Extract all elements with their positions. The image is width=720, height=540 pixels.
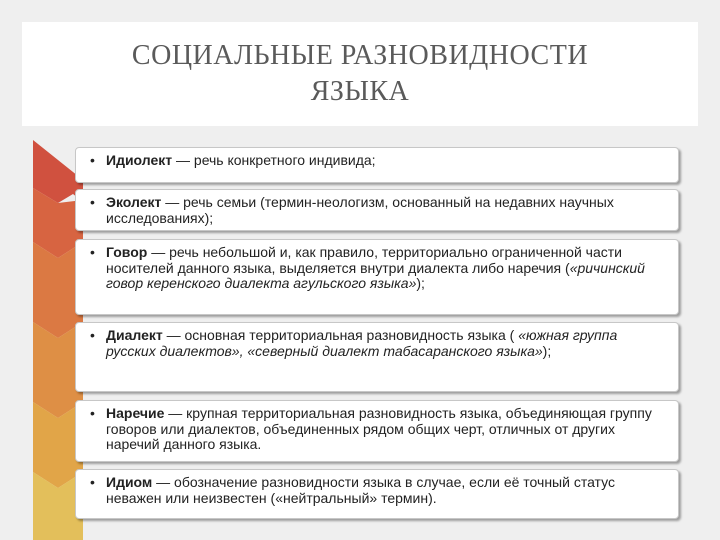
list-item-idiolect [75, 147, 679, 183]
list-item-govor [75, 239, 679, 315]
bullet-icon: • [90, 194, 95, 210]
definition: — основная территориальная разновидность языка ( [162, 327, 519, 343]
title-panel [22, 22, 698, 126]
definition: — речь семьи (термин-неологизм, основанный на недавних научных исследованиях); [106, 194, 614, 226]
definition: — обозначение разновидности языка в случае, если её точный статус неважен или неизвестен («нейтральный» термин). [106, 474, 615, 506]
list-item-dialect [75, 322, 679, 392]
example: «ричинский говор керенского диалекта агульского языка» [106, 259, 645, 291]
title-line-1: СОЦИАЛЬНЫЕ РАЗНОВИДНОСТИ [131, 40, 589, 71]
bullet-icon: • [90, 327, 95, 343]
slide-title [22, 38, 698, 110]
term: Диалект [106, 327, 163, 343]
list-item-ecolect [75, 189, 679, 231]
term: Идиолект [106, 152, 173, 168]
definition: — речь конкретного индивида; [172, 152, 376, 168]
definition-tail: ); [416, 275, 425, 291]
example: «южная группа русских диалектов», «северный диалект табасаранского языка» [106, 327, 618, 359]
term: Эколект [106, 194, 162, 210]
bullet-icon: • [90, 152, 95, 168]
bullet-icon: • [90, 474, 95, 490]
term: Говор [106, 244, 148, 260]
list-item-narechie [75, 400, 679, 462]
term: Наречие [106, 405, 165, 421]
term: Идиом [106, 474, 153, 490]
definition-tail: ); [542, 342, 552, 359]
bullet-icon: • [90, 244, 95, 260]
list-item-idiom [75, 469, 679, 519]
bullet-icon: • [90, 405, 95, 421]
definition: — крупная территориальная разновидность языка, объединяющая группу говоров или диалектов, объединенных рядом общих черт, отличных от других наречий данного языка. [106, 405, 652, 452]
definition: — речь небольшой и, как правило, территориально ограниченной части носителей данного языка, выделяется внутри диалекта либо наречия ( [106, 244, 622, 276]
title-line-2: ЯЗЫКА [310, 76, 410, 107]
